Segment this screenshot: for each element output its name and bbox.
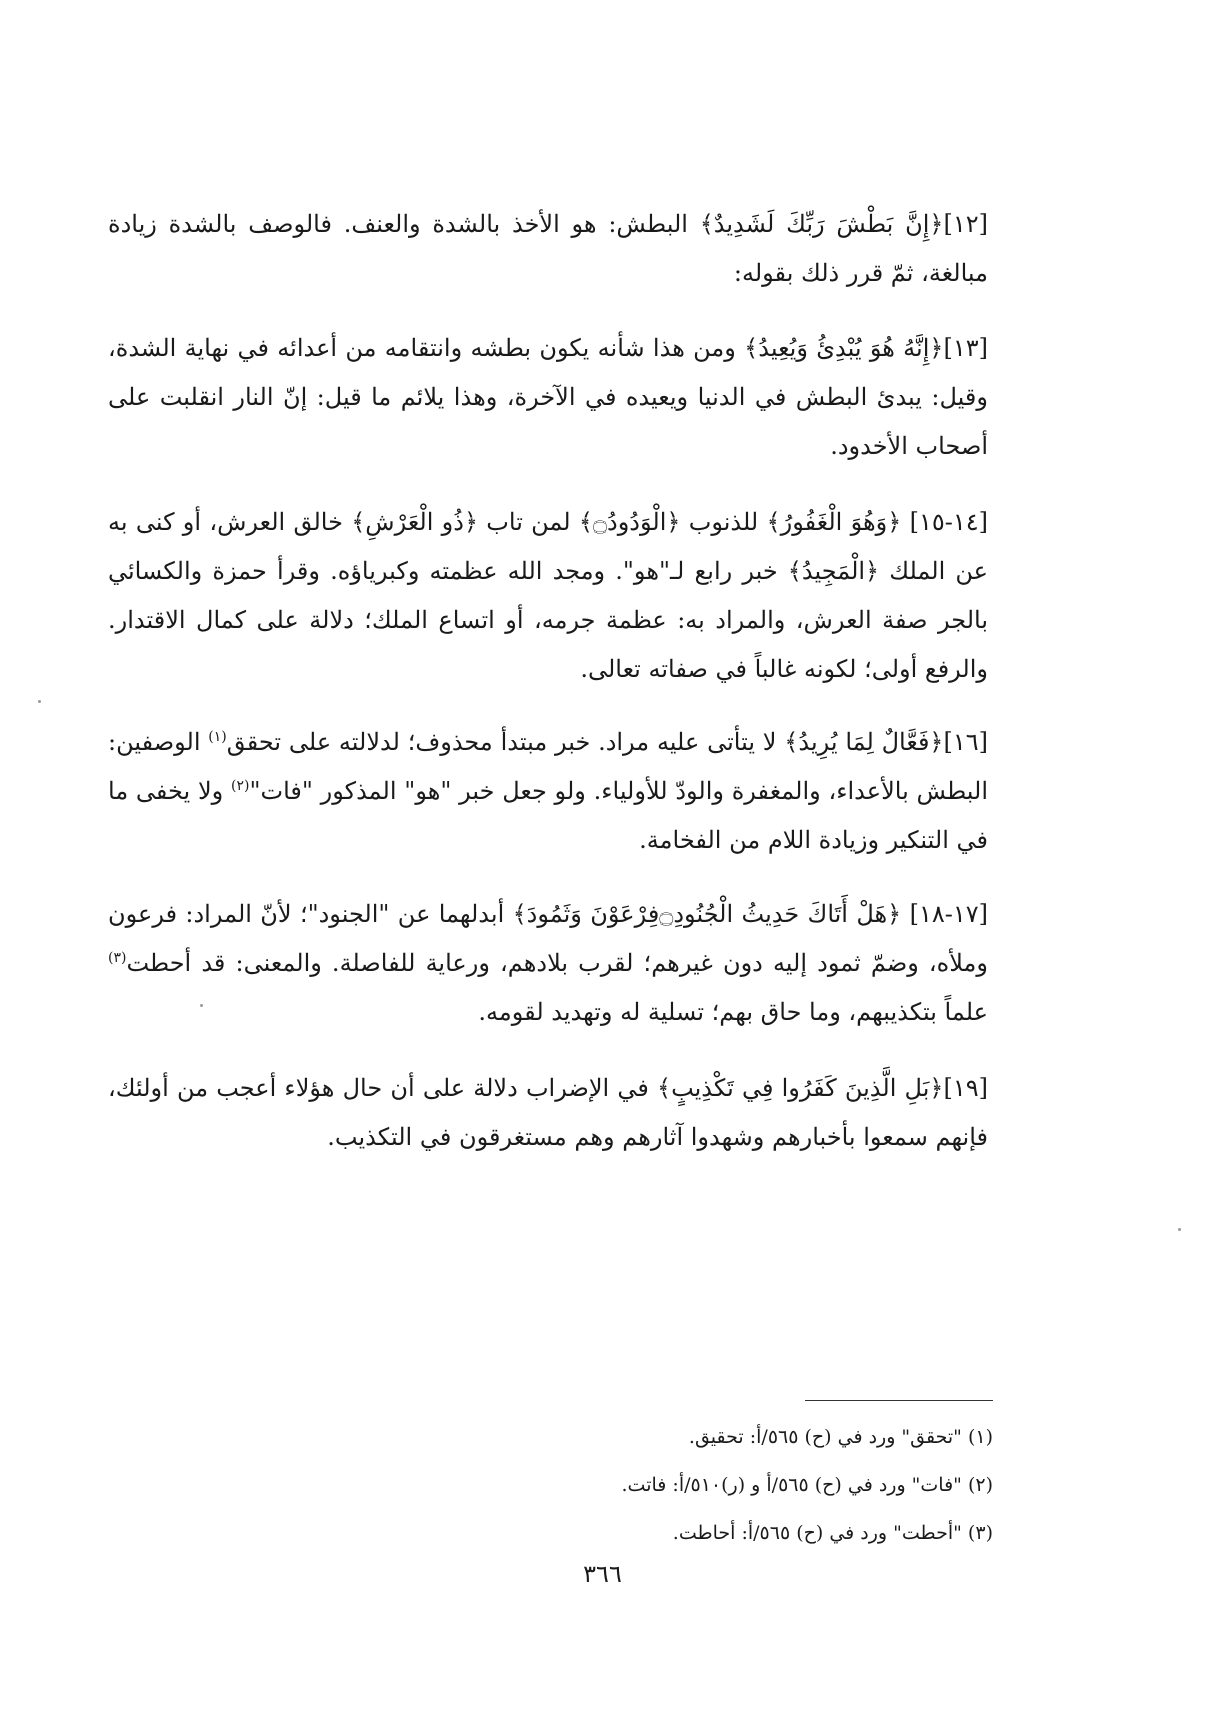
commentary-text: ولا يخفى ما في التنكير وزيادة اللام من الفخامة. — [108, 777, 988, 854]
footnote-marker-1[interactable]: (١) — [208, 729, 227, 745]
footnote-marker-2[interactable]: (٢) — [231, 778, 250, 794]
commentary-text: الوصفين: البطش بالأعداء، والمغفرة والودّ للأولياء. ولو جعل خبر "هو" المذكور "فات" — [108, 728, 989, 805]
verse-ref: [١٦] — [943, 728, 989, 756]
paragraph-19 — [108, 1064, 988, 1162]
commentary-text: في الإضراب دلالة على أن حال هؤلاء أعجب من أولئك، فإنهم سمعوا بأخبارهم وشهدوا آثارهم وهم مستغرقون في التكذيب. — [108, 1074, 988, 1151]
commentary-text: علماً بتكذيبهم، وما حاق بهم؛ تسلية له وتهديد لقومه. — [478, 998, 988, 1026]
footnote-3: (٣) "أحطت" ورد في (ح) ٥٦٥/أ: أحاطت. — [672, 1522, 993, 1544]
scan-speck — [200, 1004, 203, 1007]
verse-ref: [١٢] — [943, 210, 988, 238]
verse-ref: [١٤-١٥] — [909, 508, 989, 536]
paragraph-14-15 — [108, 498, 988, 694]
footnote-marker-3[interactable]: (٣) — [108, 950, 127, 966]
commentary-text: لا يتأتى عليه مراد. خبر مبتدأ محذوف؛ لدلالته على تحقق — [226, 728, 785, 756]
footnote-2: (٢) "فات" ورد في (ح) ٥٦٥/أ و (ر)٥١٠/أ: فاتت. — [621, 1474, 993, 1496]
quran-quote: ﴿وَهُوَ الْغَفُورُ﴾ — [766, 508, 902, 536]
commentary-text: البطش: هو الأخذ بالشدة والعنف. فالوصف بالشدة زيادة مبالغة، ثمّ قرر ذلك بقوله: — [108, 210, 988, 287]
verse-ref: [١٣] — [943, 334, 988, 362]
quran-quote: ﴿إِنَّ بَطْشَ رَبِّكَ لَشَدِيدٌ﴾ — [699, 210, 944, 238]
paragraph-16 — [108, 718, 988, 865]
verse-ref: [١٧-١٨] — [909, 900, 988, 928]
page-number: ٣٦٦ — [583, 1560, 622, 1588]
commentary-text: للذنوب ﴿الْوَدُودُ۝﴾ لمن تاب ﴿ذُو الْعَرْشِ﴾ خالق العرش، أو كنى به عن الملك ﴿الْمَجِيدُ﴾ خبر رابع لـ"هو". ومجد الله عظمته وكبرياؤه. وقرأ حمزة والكسائي بالجر صفة العرش، والمراد به: عظمة جرمه، أو اتساع الملك؛ دلالة على كمال الاقتدار. والرفع أولى؛ لكونه غالباً في صفاته تعالى. — [108, 508, 988, 683]
paragraph-13 — [108, 324, 988, 471]
commentary-text: أبدلهما عن "الجنود"؛ لأنّ المراد: فرعون وملأه، وضمّ ثمود إليه دون غيرهم؛ لقرب بلادهم، ورعاية للفاصلة. والمعنى: قد أحطت — [108, 900, 988, 977]
footnote-1: (١) "تحقق" ورد في (ح) ٥٦٥/أ: تحقيق. — [688, 1426, 993, 1448]
commentary-text: ومن هذا شأنه يكون بطشه وانتقامه من أعدائه في نهاية الشدة، وقيل: يبدئ البطش في الدنيا ويعيده في الآخرة، وهذا يلائم ما قيل: إنّ النار انقلبت على أصحاب الأخدود. — [108, 334, 988, 460]
scan-speck — [1178, 1228, 1181, 1231]
quran-quote: ﴿فَعَّالٌ لِمَا يُرِيدُ﴾ — [784, 728, 944, 756]
paragraph-12 — [108, 200, 988, 298]
quran-quote: ﴿هَلْ أَتَاكَ حَدِيثُ الْجُنُودِ۝فِرْعَوْنَ وَثَمُودَ﴾ — [512, 900, 902, 928]
verse-ref: [١٩] — [943, 1074, 988, 1102]
paragraph-17-18 — [108, 890, 988, 1037]
quran-quote: ﴿بَلِ الَّذِينَ كَفَرُوا فِي تَكْذِيبٍ﴾ — [657, 1074, 944, 1102]
scan-speck — [38, 700, 41, 703]
footnote-separator — [805, 1400, 993, 1401]
quran-quote: ﴿إِنَّهُ هُوَ يُبْدِئُ وَيُعِيدُ﴾ — [744, 334, 944, 362]
